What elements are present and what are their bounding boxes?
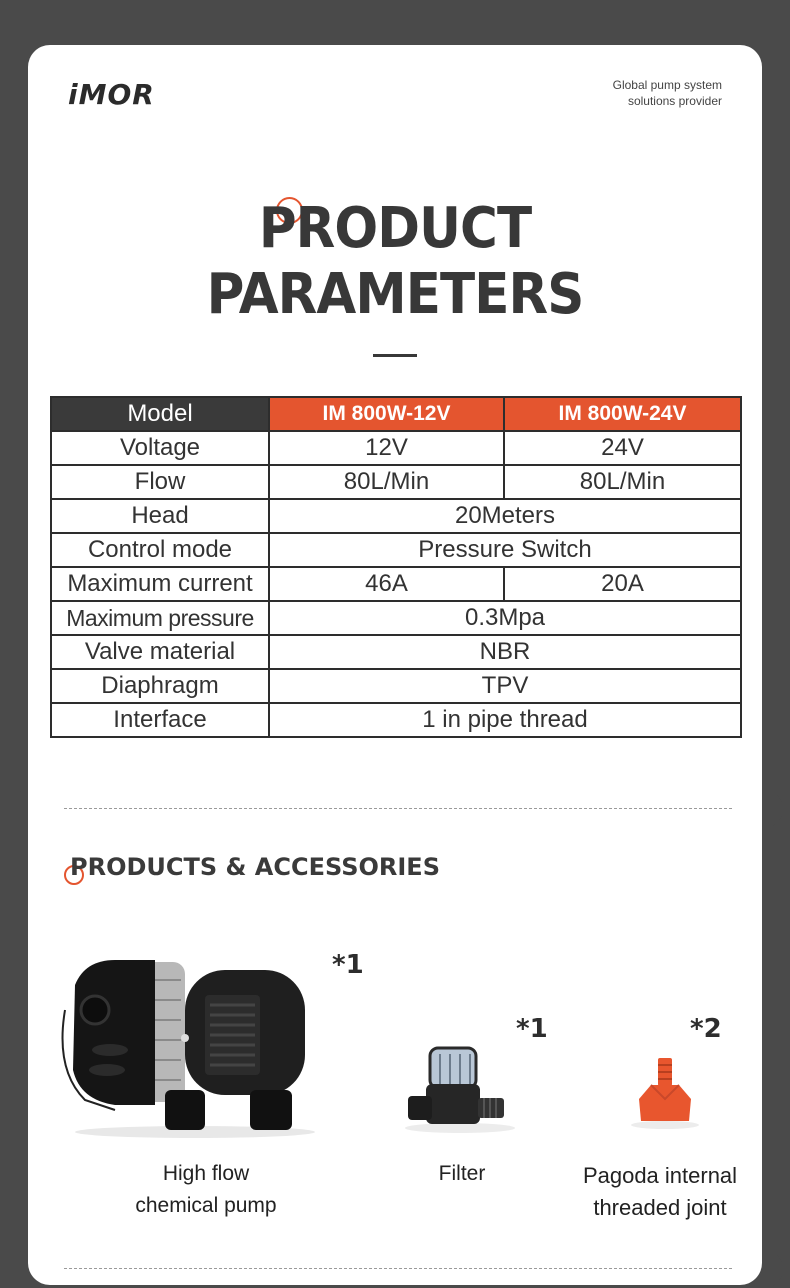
title-underline	[373, 354, 417, 357]
pump-label	[106, 1158, 306, 1222]
row-value: 1 in pipe thread	[269, 703, 741, 737]
row-value-24v: 80L/Min	[504, 465, 741, 499]
header-model: Model	[51, 397, 269, 431]
table-row	[51, 703, 741, 737]
row-value-12v: 80L/Min	[269, 465, 504, 499]
row-label: Flow	[51, 465, 269, 499]
joint-label-line2: threaded joint	[593, 1195, 727, 1220]
page-title-line1: PRODUCT	[258, 196, 532, 261]
joint-label	[570, 1160, 750, 1224]
header-model-24v: IM 800W-24V	[504, 397, 741, 431]
table-row	[51, 465, 741, 499]
parameters-table	[50, 396, 742, 738]
row-label: Head	[51, 499, 269, 533]
row-value: 20Meters	[269, 499, 741, 533]
row-value: TPV	[269, 669, 741, 703]
tagline-line1: Global pump system	[612, 78, 722, 92]
table-row	[51, 567, 741, 601]
pump-label-line1: High flow	[162, 1162, 250, 1185]
tagline-line2: solutions provider	[627, 94, 722, 108]
chemical-pump-image	[55, 950, 315, 1140]
section-divider	[64, 808, 732, 809]
tagline	[522, 77, 722, 109]
joint-label-line1: Pagoda internal	[582, 1163, 738, 1188]
pagoda-joint-image	[625, 1055, 705, 1130]
filter-label-line1: Filter	[438, 1162, 486, 1185]
table-row	[51, 635, 741, 669]
filter-quantity: *1	[516, 1014, 548, 1044]
table-row	[51, 431, 741, 465]
row-value: 0.3Mpa	[269, 601, 741, 635]
row-label: Voltage	[51, 431, 269, 465]
accessories-title: PRODUCTS & ACCESSORIES	[70, 853, 440, 881]
table-row	[51, 499, 741, 533]
row-label: Control mode	[51, 533, 269, 567]
table-header-row	[51, 397, 741, 431]
row-label: Interface	[51, 703, 269, 737]
row-value: NBR	[269, 635, 741, 669]
row-label: Diaphragm	[51, 669, 269, 703]
row-label: Valve material	[51, 635, 269, 669]
pump-label-line2: chemical pump	[135, 1194, 277, 1217]
row-value-12v: 46A	[269, 567, 504, 601]
filter-label	[402, 1158, 522, 1190]
page-title-line2: PARAMETERS	[206, 262, 584, 327]
row-value-24v: 24V	[504, 431, 741, 465]
imor-logo: iMOR	[68, 78, 155, 111]
row-value: Pressure Switch	[269, 533, 741, 567]
row-label: Maximum current	[51, 567, 269, 601]
table-row	[51, 601, 741, 635]
pump-quantity: *1	[332, 950, 364, 980]
row-label: Maximum pressure	[51, 601, 269, 635]
row-value-24v: 20A	[504, 567, 741, 601]
joint-quantity: *2	[690, 1014, 722, 1044]
table-row	[51, 533, 741, 567]
row-value-12v: 12V	[269, 431, 504, 465]
bottom-divider	[64, 1268, 732, 1269]
table-row	[51, 669, 741, 703]
filter-image	[400, 1040, 520, 1135]
header-model-12v: IM 800W-12V	[269, 397, 504, 431]
